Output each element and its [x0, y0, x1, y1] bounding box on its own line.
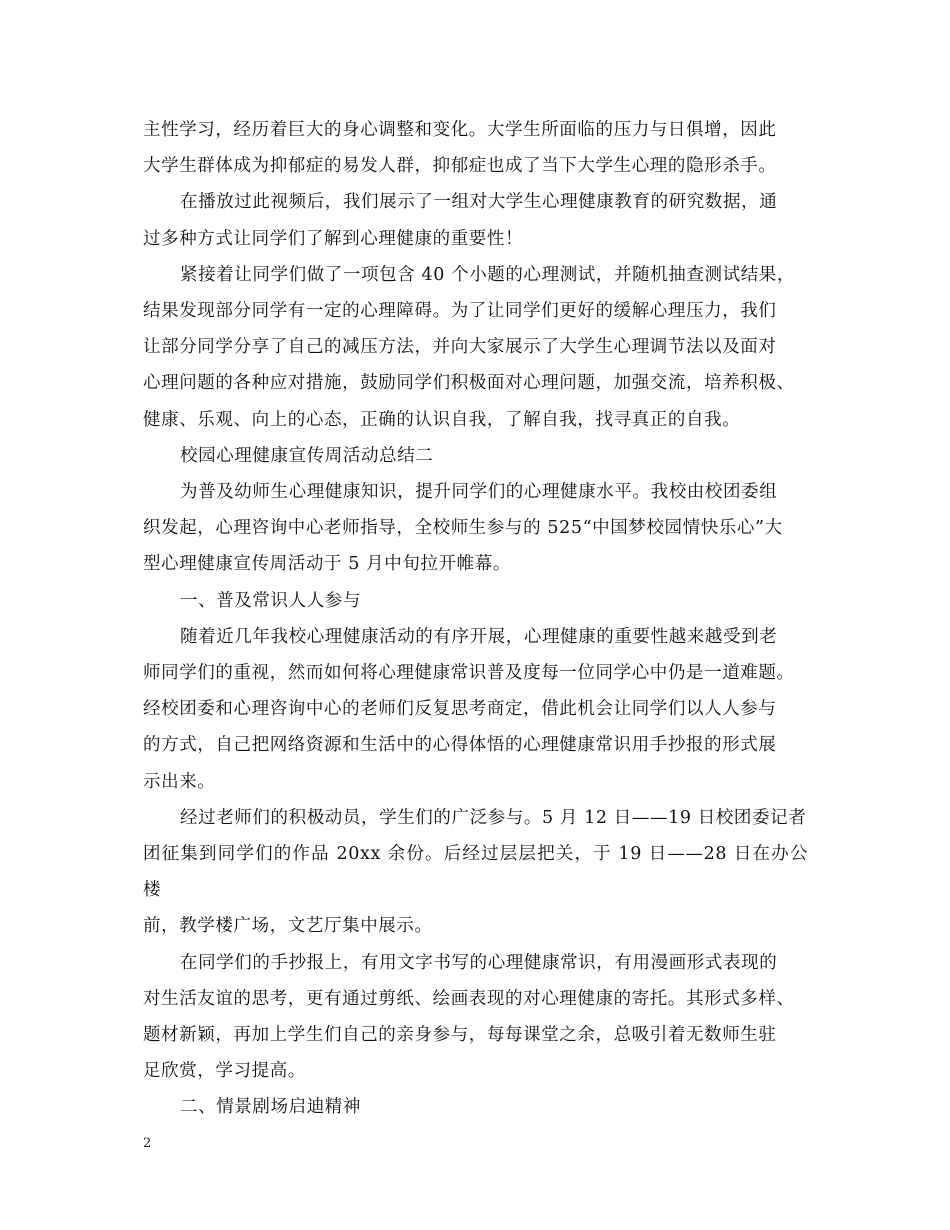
section-title-summary-two: 校园心理健康宣传周活动总结二: [180, 445, 434, 466]
page-number: 2: [143, 1136, 152, 1151]
heading-part-one: 一、普及常识人人参与: [180, 590, 361, 611]
paragraph-activity-intro: 为普及幼师生心理健康知识，提升同学们的心理健康水平。我校由校团委组 织发起，心理咨询中心老师指导，全校师生参与的 525“中国梦校园情快乐心”大 型心理健康宣传周活动于 5 月中旬拉开帷幕。: [143, 482, 783, 575]
heading-part-two: 二、情景剧场启迪精神: [180, 1097, 361, 1118]
paragraph-psychological-test: 紧接着让同学们做了一项包含 40 个小题的心理测试，并随机抽查测试结果， 结果发现部分同学有一定的心理障碍。为了让同学们更好的缓解心理压力，我们 让部分同学分享了自己的减压方法，并向大家展示了大学生心理调节法以及面对 心理问题的各种应对措施，鼓励同学们积极面对心理问题，加强交流，培养积极、 健康、乐观、向上的心态，正确的认识自我，了解自我，找寻真正的自我。: [143, 264, 795, 430]
paragraph-continuation: 主性学习，经历着巨大的身心调整和变化。大学生所面临的压力与日俱增，因此 大学生群体成为抑郁症的易发人群，抑郁症也成了当下大学生心理的隐形杀手。: [143, 120, 777, 177]
paragraph-knowledge-popularization: 随着近几年我校心理健康活动的有序开展，心理健康的重要性越来越受到老 师同学们的重视，然而如何将心理健康常识普及度每一位同学心中仍是一道难题。 经校团委和心理咨询中心的老师们反复思考商定，借此机会让同学们以人人参与 的方式，自己把网络资源和生活中的心得体悟的心理健康常识用手抄报的形式展 示出来。: [143, 626, 795, 792]
paragraph-mobilization: 经过老师们的积极动员，学生们的广泛参与。5 月 12 日——19 日校团委记者 团征集到同学们的作品 20xx 余份。后经过层层把关，于 19 日——28 日在办公楼 前，教学楼广场，文艺厅集中展示。: [143, 807, 808, 937]
paragraph-video-research: 在播放过此视频后，我们展示了一组对大学生心理健康教育的研究数据，通 过多种方式让同学们了解到心理健康的重要性！: [143, 192, 778, 249]
document-body: [143, 112, 808, 1126]
paragraph-handmade-newspapers: 在同学们的手抄报上，有用文字书写的心理健康常识，有用漫画形式表现的 对生活友谊的思考，更有通过剪纸、绘画表现的对心理健康的寄托。其形式多样、 题材新颖，再加上学生们自己的亲身参与，每每课堂之余，总吸引着无数师生驻 足欣赏，学习提高。: [143, 952, 795, 1082]
